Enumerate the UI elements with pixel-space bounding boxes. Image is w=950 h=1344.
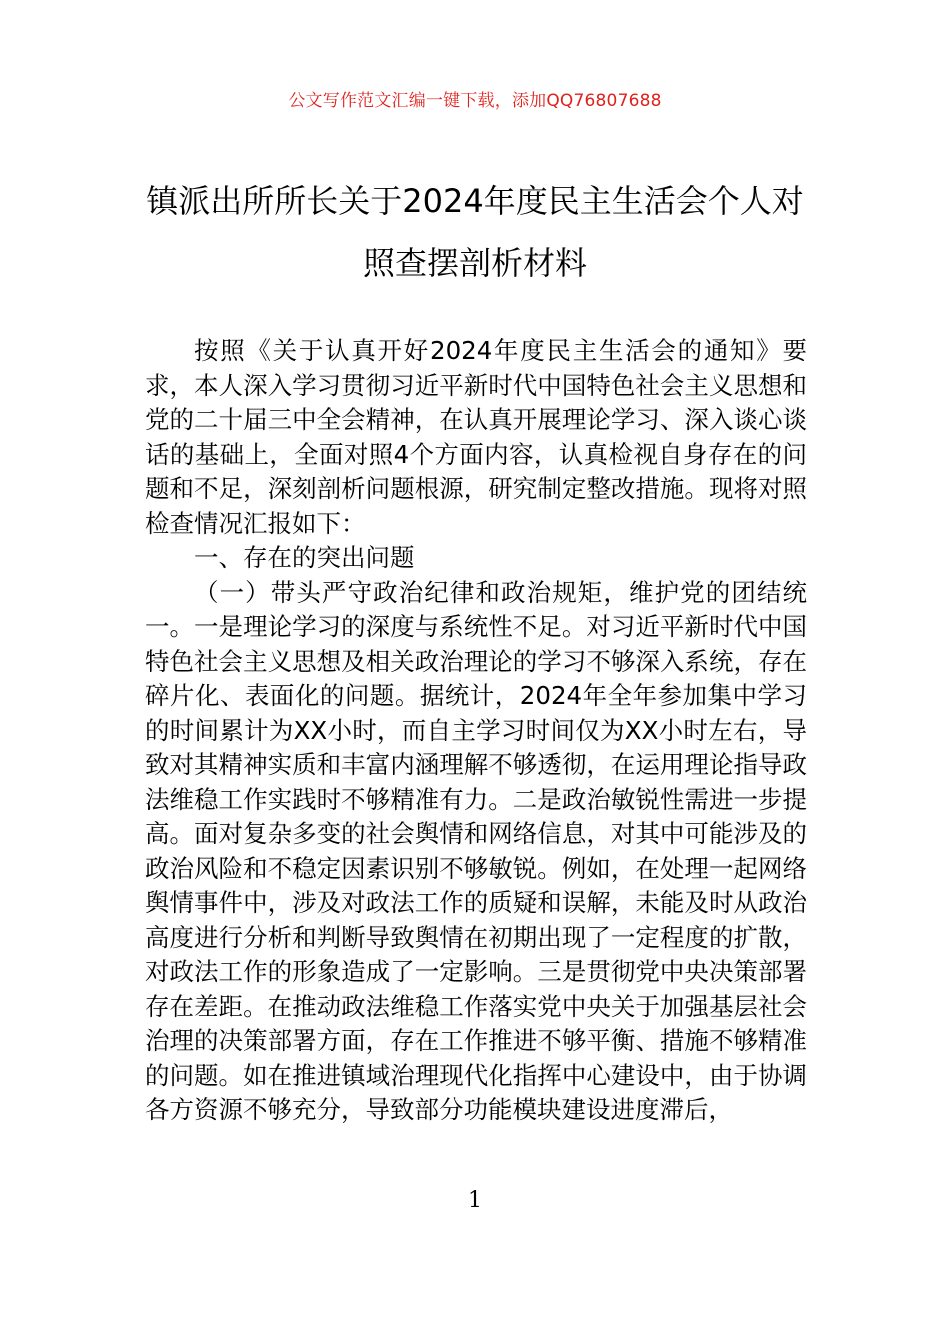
- page-number: 1: [468, 1188, 482, 1213]
- document-title: 镇派出所所长关于2024年度民主生活会个人对照查摆剖析材料: [146, 182, 804, 282]
- section-heading: 一、存在的突出问题: [194, 543, 415, 572]
- document-body: [145, 334, 807, 1128]
- intro-paragraph: 按照《关于认真开好2024年度民主生活会的通知》要求，本人深入学习贯彻习近平新时代中国特色社会主义思想和党的二十届三中全会精神，在认真开展理论学习、深入谈心谈话的基础上，全面对照4个方面内容，认真检视自身存在的问题和不足，深刻剖析问题根源，研究制定整改措施。现将对照检查情况汇报如下：: [145, 336, 807, 538]
- body-paragraph: （一）带头严守政治纪律和政治规矩，维护党的团结统一。一是理论学习的深度与系统性不足。对习近平新时代中国特色社会主义思想及相关政治理论的学习不够深入系统，存在碎片化、表面化的问题。据统计，2024年全年参加集中学习的时间累计为XX小时，而自主学习时间仅为XX小时左右，导致对其精神实质和丰富内涵理解不够透彻，在运用理论指导政法维稳工作实践时不够精准有力。二是政治敏锐性需进一步提高。面对复杂多变的社会舆情和网络信息，对其中可能涉及的政治风险和不稳定因素识别不够敏锐。例如，在处理一起网络舆情事件中，涉及对政法工作的质疑和误解，未能及时从政治高度进行分析和判断导致舆情在初期出现了一定程度的扩散，对政法工作的形象造成了一定影响。三是贯彻党中央决策部署存在差距。在推动政法维稳工作落实党中央关于加强基层社会治理的决策部署方面，存在工作推进不够平衡、措施不够精准的问题。如在推进镇域治理现代化指挥中心建设中，由于协调各方资源不够充分，导致部分功能模块建设进度滞后，: [145, 577, 807, 1124]
- download-notice: 公文写作范文汇编一键下载，添加QQ76807688: [288, 91, 662, 111]
